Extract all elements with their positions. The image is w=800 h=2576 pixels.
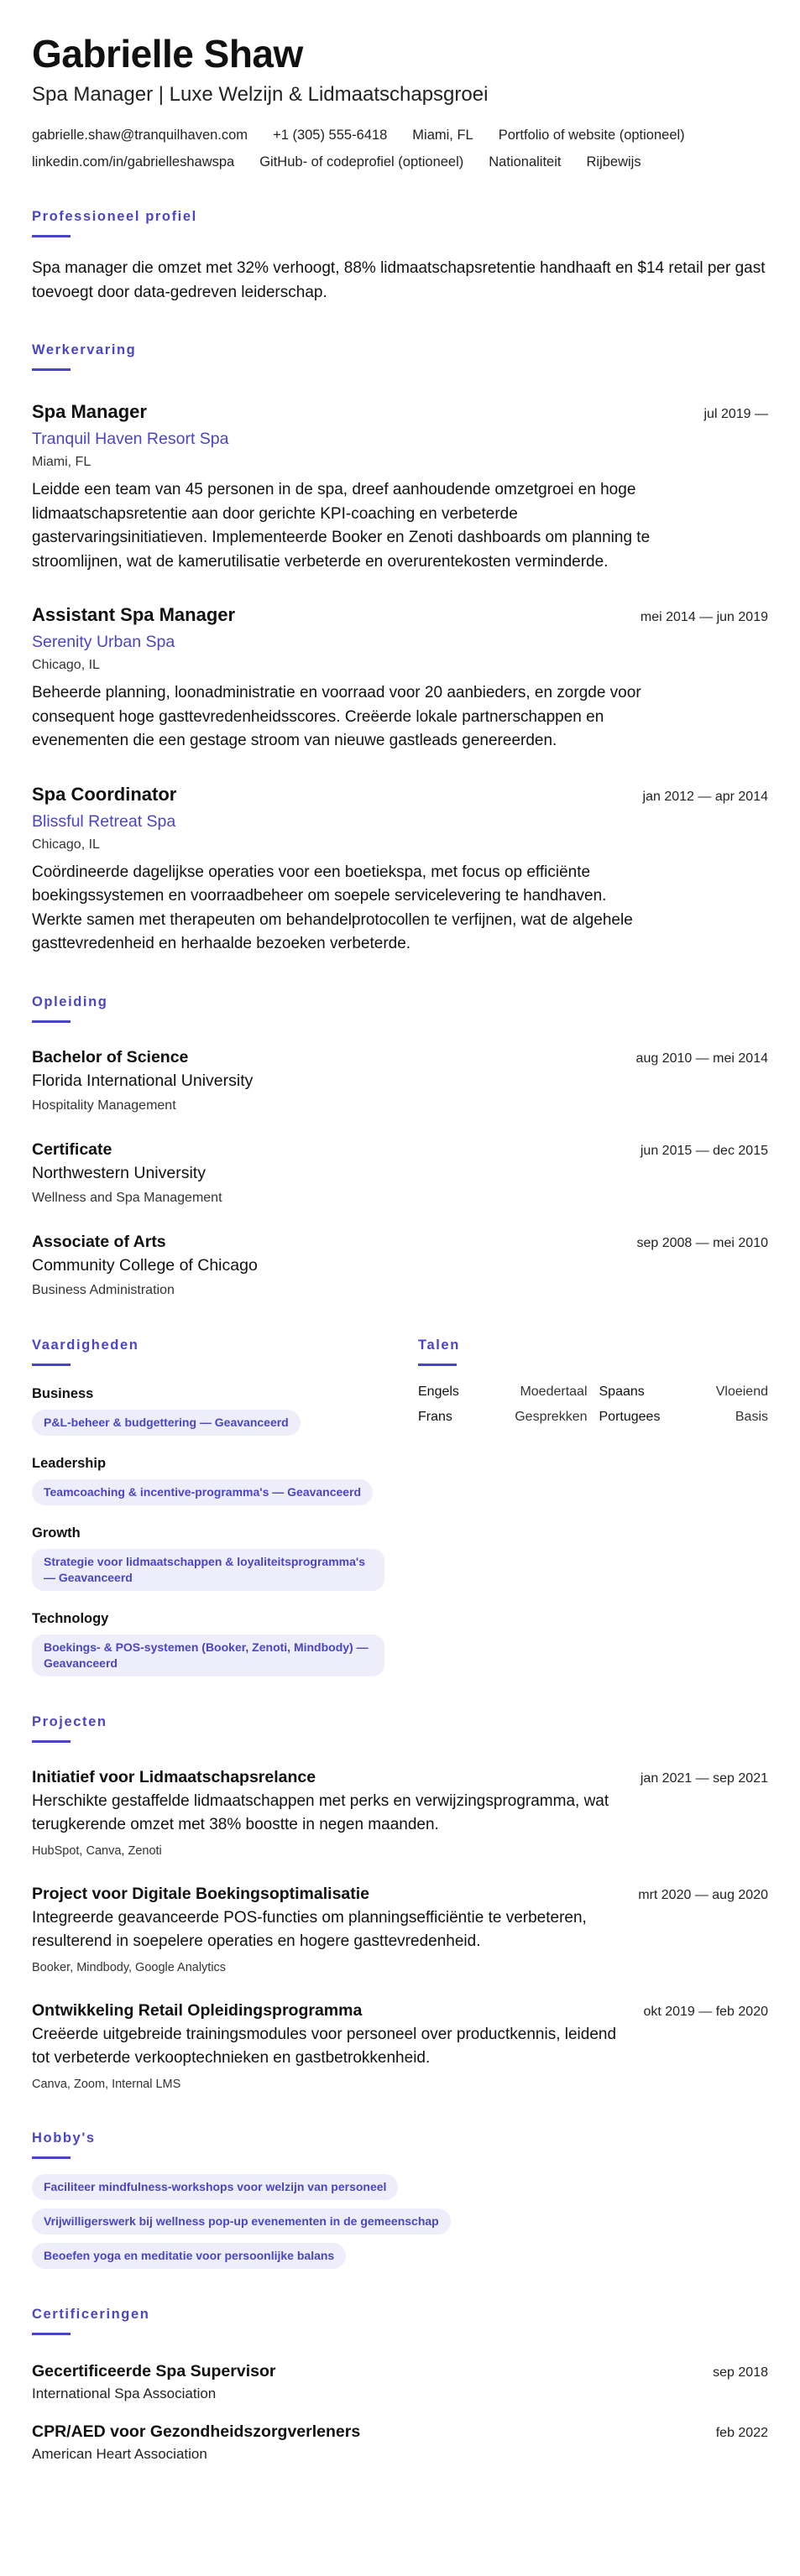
contact-location: Miami, FL <box>412 128 473 143</box>
job-location: Chicago, IL <box>32 837 100 852</box>
job-description: Leidde een team van 45 personen in de spa, dreef aanhoudende omzetgroei en hoge lidmaatschapsretentie aan door gerichte KPI-coaching en verbeterde gastervaringsinitiatieven. Implementeerde Booker en Zenoti dashboards om planning te stroomlijnen, wat de kamerutilisatie verbeterde en overurentekosten verminderde. <box>32 481 651 571</box>
job-company: Tranquil Haven Resort Spa <box>32 430 229 448</box>
education-dates: jun 2015 — dec 2015 <box>640 1143 768 1158</box>
education-entry <box>32 1231 768 1300</box>
experience-section <box>32 342 768 957</box>
job-company: Serenity Urban Spa <box>32 633 175 651</box>
skill-category: Business <box>32 1385 94 1401</box>
candidate-headline: Spa Manager | Luxe Welzijn & Lidmaatschapsgroei <box>32 83 489 106</box>
job-dates: jul 2019 — <box>703 407 768 421</box>
section-underline <box>32 1364 71 1366</box>
project-entry <box>32 1883 768 1976</box>
education-field: Hospitality Management <box>32 1098 176 1113</box>
skill-category: Growth <box>32 1525 81 1541</box>
section-title: Opleiding <box>32 993 108 1009</box>
section-title: Projecten <box>32 1713 107 1729</box>
section-title: Vaardigheden <box>32 1337 139 1353</box>
language-item <box>599 1384 769 1400</box>
language-name: Frans <box>418 1409 452 1424</box>
contact-email[interactable]: gabrielle.shaw@tranquilhaven.com <box>32 128 248 143</box>
project-name: Initiatief voor Lidmaatschapsrelance <box>32 1767 316 1786</box>
contact-github[interactable]: GitHub- of codeprofiel (optioneel) <box>259 154 464 169</box>
hobby-pill: Vrijwilligerswerk bij wellness pop-up evenementen in de gemeenschap <box>32 2208 451 2234</box>
job-title: Assistant Spa Manager <box>32 604 236 625</box>
project-dates: jan 2021 — sep 2021 <box>640 1770 768 1786</box>
skills-languages-row <box>32 1337 768 1676</box>
certification-issuer: International Spa Association <box>32 2385 217 2401</box>
language-name: Engels <box>418 1384 459 1399</box>
language-list <box>418 1384 768 1425</box>
job-description: Coördineerde dagelijkse operaties voor een boetiekspa, met focus op efficiënte boekingssystemen en voorraadbeheer om soepele servicelevering te handhaven. Werkte samen met therapeuten om behandelprotocollen te verfijnen, wat de algehele gasttevredenheid en herhaalde bezoeken verbeterde. <box>32 863 633 952</box>
hobby-pill: Beoefen yoga en meditatie voor persoonlijke balans <box>32 2243 346 2269</box>
project-tech: Canva, Zoom, Internal LMS <box>32 2077 181 2091</box>
education-school: Community College of Chicago <box>32 1255 258 1275</box>
project-description: Herschikte gestaffelde lidmaatschappen met perks en verwijzingsprogramma, wat terugkerende omzet met 38% boostte in negen maanden. <box>32 1791 609 1833</box>
language-name: Spaans <box>599 1384 645 1399</box>
project-tech: HubSpot, Canva, Zenoti <box>32 1843 162 1858</box>
job-dates: mei 2014 — jun 2019 <box>640 610 768 624</box>
education-dates: aug 2010 — mei 2014 <box>635 1051 768 1066</box>
section-underline <box>32 368 71 371</box>
section-underline <box>32 235 71 237</box>
section-underline <box>32 1020 71 1023</box>
section-underline <box>32 2333 71 2335</box>
certification-name: CPR/AED voor Gezondheidszorgverleners <box>32 2422 361 2441</box>
projects-section <box>32 1713 768 2093</box>
project-name: Ontwikkeling Retail Opleidingsprogramma <box>32 2000 363 2020</box>
project-entry <box>32 2000 768 2093</box>
job-entry <box>32 782 768 957</box>
language-name: Portugees <box>599 1409 661 1424</box>
education-field: Wellness and Spa Management <box>32 1190 222 1205</box>
contact-linkedin[interactable]: linkedin.com/in/gabrielleshawspa <box>32 154 235 169</box>
hobby-pill: Faciliteer mindfulness-workshops voor welzijn van personeel <box>32 2174 398 2200</box>
skill-pill: Boekings- & POS-systemen (Booker, Zenoti, Mindbody) — Geavanceerd <box>32 1635 384 1676</box>
language-level: Gesprekken <box>515 1409 588 1424</box>
education-entry <box>32 1046 768 1115</box>
language-item <box>599 1410 769 1425</box>
project-description: Creëerde uitgebreide trainingsmodules voor personeel over productkennis, leidend tot verbeterde verkooptechnieken en gastbetrokkenheid. <box>32 2025 617 2067</box>
job-dates: jan 2012 — apr 2014 <box>642 789 768 804</box>
profile-section <box>32 208 768 305</box>
education-dates: sep 2008 — mei 2010 <box>636 1235 768 1250</box>
job-entry <box>32 602 768 754</box>
section-underline <box>32 1740 71 1743</box>
section-underline <box>418 1364 457 1366</box>
project-name: Project voor Digitale Boekingsoptimalisatie <box>32 1884 370 1903</box>
certification-entry <box>32 2360 768 2404</box>
education-degree: Bachelor of Science <box>32 1047 189 1066</box>
job-title: Spa Coordinator <box>32 783 177 805</box>
job-company: Blissful Retreat Spa <box>32 811 176 831</box>
section-title: Certificeringen <box>32 2306 150 2322</box>
education-degree: Associate of Arts <box>32 1232 166 1251</box>
certification-date: sep 2018 <box>713 2365 768 2380</box>
education-field: Business Administration <box>32 1282 175 1297</box>
education-degree: Certificate <box>32 1139 112 1159</box>
education-school: Northwestern University <box>32 1163 206 1182</box>
hobby-list <box>32 2174 768 2269</box>
language-level: Vloeiend <box>715 1384 768 1399</box>
skill-category: Technology <box>32 1610 109 1626</box>
contact-portfolio[interactable]: Portfolio of website (optioneel) <box>498 128 685 143</box>
project-tech: Booker, Mindbody, Google Analytics <box>32 1960 227 1974</box>
project-dates: mrt 2020 — aug 2020 <box>638 1887 768 1902</box>
certification-date: feb 2022 <box>715 2425 768 2440</box>
resume-header <box>32 30 768 171</box>
certification-issuer: American Heart Association <box>32 2445 207 2462</box>
profile-summary: Spa manager die omzet met 32% verhoogt, 88% lidmaatschapsretentie handhaaft en $14 retail per gast toevoegt door data-gedreven leiderschap. <box>32 259 766 301</box>
contact-list <box>32 126 768 171</box>
project-dates: okt 2019 — feb 2020 <box>643 2004 768 2019</box>
skill-category: Leadership <box>32 1455 107 1471</box>
contact-drivers-license: Rijbewijs <box>586 154 641 169</box>
certification-entry <box>32 2421 768 2464</box>
contact-nationality: Nationaliteit <box>489 154 562 169</box>
language-level: Basis <box>735 1409 768 1424</box>
section-title: Hobby's <box>32 2130 96 2146</box>
skill-pill: Teamcoaching & incentive-programma's — Geavanceerd <box>32 1479 373 1505</box>
language-level: Moedertaal <box>520 1384 588 1399</box>
section-title: Werkervaring <box>32 342 137 357</box>
job-location: Miami, FL <box>32 455 92 469</box>
project-description: Integreerde geavanceerde POS-functies om planningsefficiëntie te verbeteren, resulterend in soepelere operaties en hogere gasttevredenheid. <box>32 1908 587 1950</box>
hobbies-section <box>32 2130 768 2269</box>
section-title: Professioneel profiel <box>32 209 197 224</box>
job-description: Beheerde planning, loonadministratie en voorraad voor 20 aanbieders, en zorgde voor consequent hoge gasttevredenheidsscores. Creëerde lokale partnerschappen en evenementen die een gestage stroom van nieuwe gastleads genereerden. <box>32 684 641 749</box>
project-entry <box>32 1766 768 1859</box>
section-title: Talen <box>418 1337 460 1353</box>
language-item <box>418 1384 588 1400</box>
education-school: Florida International University <box>32 1071 254 1090</box>
skill-pill: P&L-beheer & budgettering — Geavanceerd <box>32 1410 301 1436</box>
education-section <box>32 993 768 1300</box>
contact-phone[interactable]: +1 (305) 555-6418 <box>273 128 388 143</box>
job-entry <box>32 399 768 574</box>
skills-section <box>32 1337 418 1676</box>
certifications-section <box>32 2306 768 2464</box>
skill-pill: Strategie voor lidmaatschappen & loyaliteitsprogramma's — Geavanceerd <box>32 1549 384 1591</box>
job-location: Chicago, IL <box>32 658 100 672</box>
language-item <box>418 1410 588 1425</box>
certification-name: Gecertificeerde Spa Supervisor <box>32 2361 276 2380</box>
languages-section <box>418 1337 768 1676</box>
section-underline <box>32 2156 71 2159</box>
education-entry <box>32 1139 768 1207</box>
job-title: Spa Manager <box>32 401 147 422</box>
candidate-name: Gabrielle Shaw <box>32 32 303 76</box>
